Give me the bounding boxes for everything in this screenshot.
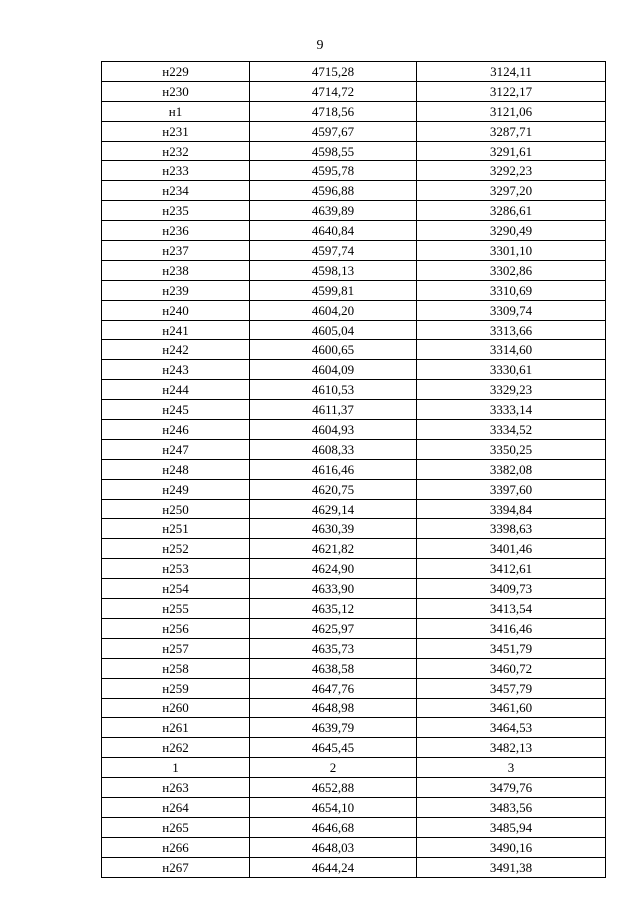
x-coordinate-cell: 4630,39 [250,519,417,539]
table-row [102,718,606,738]
x-coordinate-cell: 4597,74 [250,241,417,261]
table-row [102,817,606,837]
point-name-cell: н266 [102,837,250,857]
y-coordinate-cell: 3409,73 [417,579,606,599]
point-name-cell: н235 [102,201,250,221]
table-row [102,579,606,599]
point-name-cell: н241 [102,320,250,340]
table-row [102,101,606,121]
x-coordinate-cell: 4648,98 [250,698,417,718]
point-name-cell: 1 [102,758,250,778]
point-name-cell: н234 [102,181,250,201]
x-coordinate-cell: 4644,24 [250,857,417,877]
point-name-cell: н229 [102,62,250,82]
y-coordinate-cell: 3292,23 [417,161,606,181]
x-coordinate-cell: 4718,56 [250,101,417,121]
point-name-cell: н257 [102,638,250,658]
table-row [102,797,606,817]
point-name-cell: н259 [102,678,250,698]
x-coordinate-cell: 4620,75 [250,479,417,499]
y-coordinate-cell: 3290,49 [417,221,606,241]
x-coordinate-cell: 4597,67 [250,121,417,141]
table-row [102,300,606,320]
page-number: 9 [316,38,324,53]
table-row [102,420,606,440]
table-row [102,559,606,579]
y-coordinate-cell: 3451,79 [417,638,606,658]
point-name-cell: н267 [102,857,250,877]
table-row [102,380,606,400]
y-coordinate-cell: 3314,60 [417,340,606,360]
table-row [102,479,606,499]
y-coordinate-cell: 3291,61 [417,141,606,161]
x-coordinate-cell: 4611,37 [250,400,417,420]
table-row [102,837,606,857]
y-coordinate-cell: 3483,56 [417,797,606,817]
x-coordinate-cell: 4621,82 [250,539,417,559]
table-row [102,81,606,101]
point-name-cell: н263 [102,778,250,798]
y-coordinate-cell: 3482,13 [417,738,606,758]
table-row [102,857,606,877]
table-row [102,62,606,82]
x-coordinate-cell: 4599,81 [250,280,417,300]
y-coordinate-cell: 3490,16 [417,837,606,857]
y-coordinate-cell: 3413,54 [417,599,606,619]
x-coordinate-cell: 4605,04 [250,320,417,340]
y-coordinate-cell: 3313,66 [417,320,606,340]
x-coordinate-cell: 4596,88 [250,181,417,201]
point-name-cell: н256 [102,618,250,638]
point-name-cell: н236 [102,221,250,241]
coordinates-table-body [102,62,606,878]
y-coordinate-cell: 3122,17 [417,81,606,101]
table-row [102,698,606,718]
table-row [102,738,606,758]
table-row [102,778,606,798]
x-coordinate-cell: 4624,90 [250,559,417,579]
x-coordinate-cell: 4610,53 [250,380,417,400]
table-row [102,758,606,778]
x-coordinate-cell: 4640,84 [250,221,417,241]
x-coordinate-cell: 4652,88 [250,778,417,798]
x-coordinate-cell: 4604,20 [250,300,417,320]
y-coordinate-cell: 3121,06 [417,101,606,121]
x-coordinate-cell: 4645,45 [250,738,417,758]
y-coordinate-cell: 3330,61 [417,360,606,380]
x-coordinate-cell: 4635,73 [250,638,417,658]
point-name-cell: н249 [102,479,250,499]
point-name-cell: н251 [102,519,250,539]
table-row [102,678,606,698]
y-coordinate-cell: 3301,10 [417,241,606,261]
point-name-cell: н265 [102,817,250,837]
point-name-cell: н232 [102,141,250,161]
x-coordinate-cell: 4595,78 [250,161,417,181]
table-row [102,439,606,459]
table-row [102,599,606,619]
table-row [102,360,606,380]
point-name-cell: н237 [102,241,250,261]
point-name-cell: н246 [102,420,250,440]
x-coordinate-cell: 4604,93 [250,420,417,440]
y-coordinate-cell: 3310,69 [417,280,606,300]
y-coordinate-cell: 3297,20 [417,181,606,201]
x-coordinate-cell: 4639,89 [250,201,417,221]
table-row [102,499,606,519]
x-coordinate-cell: 4600,65 [250,340,417,360]
x-coordinate-cell: 2 [250,758,417,778]
x-coordinate-cell: 4608,33 [250,439,417,459]
point-name-cell: н255 [102,599,250,619]
point-name-cell: н260 [102,698,250,718]
y-coordinate-cell: 3334,52 [417,420,606,440]
table-row [102,400,606,420]
point-name-cell: н230 [102,81,250,101]
table-row [102,121,606,141]
y-coordinate-cell: 3401,46 [417,539,606,559]
point-name-cell: н239 [102,280,250,300]
table-row [102,221,606,241]
table-row [102,519,606,539]
y-coordinate-cell: 3329,23 [417,380,606,400]
point-name-cell: н244 [102,380,250,400]
table-row [102,320,606,340]
x-coordinate-cell: 4654,10 [250,797,417,817]
point-name-cell: н243 [102,360,250,380]
point-name-cell: н254 [102,579,250,599]
y-coordinate-cell: 3416,46 [417,618,606,638]
point-name-cell: н250 [102,499,250,519]
y-coordinate-cell: 3 [417,758,606,778]
y-coordinate-cell: 3412,61 [417,559,606,579]
x-coordinate-cell: 4635,12 [250,599,417,619]
table-row [102,280,606,300]
table-row [102,201,606,221]
table-row [102,340,606,360]
y-coordinate-cell: 3382,08 [417,459,606,479]
point-name-cell: н1 [102,101,250,121]
x-coordinate-cell: 4625,97 [250,618,417,638]
x-coordinate-cell: 4604,09 [250,360,417,380]
point-name-cell: н248 [102,459,250,479]
x-coordinate-cell: 4646,68 [250,817,417,837]
y-coordinate-cell: 3464,53 [417,718,606,738]
table-row [102,241,606,261]
y-coordinate-cell: 3333,14 [417,400,606,420]
point-name-cell: н261 [102,718,250,738]
table-row [102,161,606,181]
x-coordinate-cell: 4648,03 [250,837,417,857]
point-name-cell: н262 [102,738,250,758]
point-name-cell: н247 [102,439,250,459]
coordinates-table [101,61,606,878]
y-coordinate-cell: 3309,74 [417,300,606,320]
x-coordinate-cell: 4714,72 [250,81,417,101]
y-coordinate-cell: 3485,94 [417,817,606,837]
x-coordinate-cell: 4629,14 [250,499,417,519]
table-row [102,638,606,658]
y-coordinate-cell: 3461,60 [417,698,606,718]
table-row [102,181,606,201]
point-name-cell: н242 [102,340,250,360]
point-name-cell: н231 [102,121,250,141]
x-coordinate-cell: 4598,13 [250,260,417,280]
y-coordinate-cell: 3350,25 [417,439,606,459]
x-coordinate-cell: 4638,58 [250,658,417,678]
point-name-cell: н264 [102,797,250,817]
x-coordinate-cell: 4633,90 [250,579,417,599]
point-name-cell: н252 [102,539,250,559]
point-name-cell: н258 [102,658,250,678]
point-name-cell: н240 [102,300,250,320]
point-name-cell: н238 [102,260,250,280]
y-coordinate-cell: 3457,79 [417,678,606,698]
y-coordinate-cell: 3286,61 [417,201,606,221]
x-coordinate-cell: 4639,79 [250,718,417,738]
y-coordinate-cell: 3398,63 [417,519,606,539]
point-name-cell: н245 [102,400,250,420]
x-coordinate-cell: 4616,46 [250,459,417,479]
y-coordinate-cell: 3302,86 [417,260,606,280]
x-coordinate-cell: 4715,28 [250,62,417,82]
table-row [102,141,606,161]
x-coordinate-cell: 4647,76 [250,678,417,698]
point-name-cell: н233 [102,161,250,181]
table-row [102,618,606,638]
table-row [102,539,606,559]
y-coordinate-cell: 3124,11 [417,62,606,82]
table-row [102,658,606,678]
table-row [102,260,606,280]
y-coordinate-cell: 3287,71 [417,121,606,141]
y-coordinate-cell: 3491,38 [417,857,606,877]
y-coordinate-cell: 3394,84 [417,499,606,519]
y-coordinate-cell: 3397,60 [417,479,606,499]
table-row [102,459,606,479]
x-coordinate-cell: 4598,55 [250,141,417,161]
y-coordinate-cell: 3479,76 [417,778,606,798]
y-coordinate-cell: 3460,72 [417,658,606,678]
point-name-cell: н253 [102,559,250,579]
